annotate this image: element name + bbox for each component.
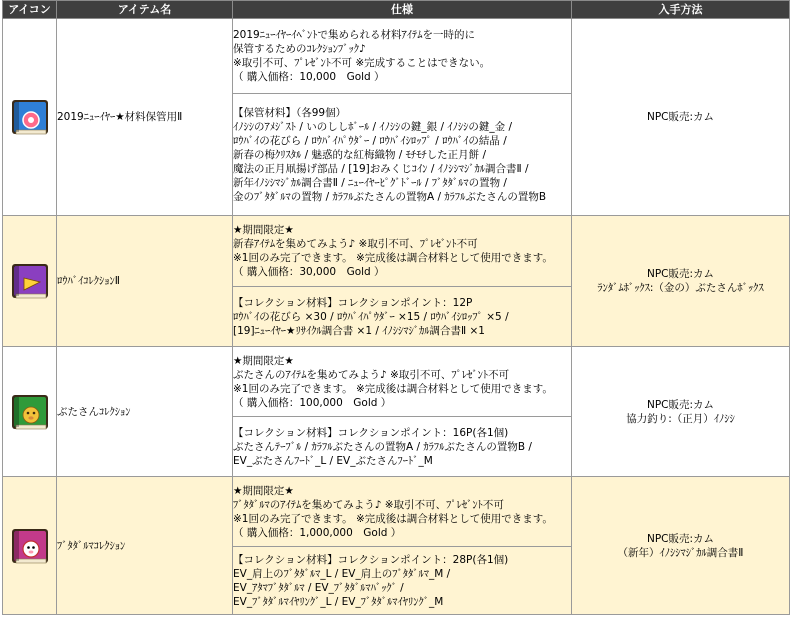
header-spec: 仕様 [233, 1, 572, 19]
table-row [3, 477, 790, 547]
book-pink-orb-icon [7, 94, 53, 140]
spec-line: （ 購入価格：100,000 Gold ） [233, 396, 392, 409]
header-row [3, 1, 790, 19]
spec-materials [233, 94, 572, 216]
spec-materials [233, 287, 572, 347]
spec-line: ※1回のみ完了できます。 ※完成後は調合材料として使用できます。 [233, 382, 553, 395]
spec-line: ★期間限定★ [233, 354, 294, 367]
spec-line: ﾌﾞﾀﾀﾞﾙﾏのｱｲﾃﾑを集めてみよう♪ ※取引不可、ﾌﾟﾚｾﾞﾝﾄ不可 [233, 498, 504, 511]
spec-line: （ 購入価格：10,000 Gold ） [233, 71, 385, 83]
method-line: （新年）ｲﾉｼｼﾏｼﾞｶﾙ調合書Ⅱ [617, 546, 744, 559]
method-line: NPC販売:カム [646, 111, 715, 123]
spec-materials [233, 547, 572, 615]
acquisition-method [572, 216, 790, 347]
material-line: [19]ﾆｭｰｲﾔｰ★ﾘｻｲｸﾙ調合書 ×1 / ｲﾉｼｼﾏｼﾞｶﾙ調合書Ⅱ ×1 [233, 324, 485, 337]
header-icon: アイコン [3, 1, 57, 19]
spec-line: 2019ﾆｭｰｲﾔｰｲﾍﾞﾝﾄで集められる材料ｱｲﾃﾑを一時的に [233, 29, 475, 41]
spec-line: ★期間限定★ [233, 484, 294, 497]
item-name: 2019ﾆｭｰｲﾔｰ★材料保管用Ⅱ [57, 19, 233, 216]
method-line: NPC販売:カム [646, 398, 715, 411]
book-purple-flag-icon [7, 258, 53, 304]
item-icon-cell [3, 347, 57, 477]
material-line: EV_ｱﾀﾏﾌﾞﾀﾀﾞﾙﾏ / EV_ﾌﾞﾀﾀﾞﾙﾏﾊﾞｯｸﾞ / [233, 581, 404, 594]
item-name: ぶたさんｺﾚｸｼｮﾝ [57, 347, 233, 477]
method-line: ﾗﾝﾀﾞﾑﾎﾞｯｸｽ:（金の）ぶたさんﾎﾞｯｸｽ [597, 282, 764, 294]
spec-line: 保管するためのｺﾚｸｼｮﾝﾌﾞｯｸ♪ [233, 43, 366, 55]
material-line: 【コレクション材料】コレクションポイント：28P(各1個) [233, 553, 509, 566]
method-line: 協力釣り:（正月）ｲﾉｼｼ [626, 412, 735, 425]
material-line: EV_ぶたさんﾌｰﾄﾞ_L / EV_ぶたさんﾌｰﾄﾞ_M [233, 454, 433, 467]
spec-description [233, 347, 572, 417]
table-row [3, 347, 790, 417]
spec-line: ぶたさんのｱｲﾃﾑを集めてみよう♪ ※取引不可、ﾌﾟﾚｾﾞﾝﾄ不可 [233, 368, 510, 381]
header-method: 入手方法 [572, 1, 790, 19]
material-line: 【コレクション材料】コレクションポイント：16P(各1個) [233, 426, 509, 439]
book-magenta-daruma-icon [7, 523, 53, 569]
material-line: 【コレクション材料】コレクションポイント：12P [233, 296, 473, 309]
item-table [2, 0, 790, 615]
item-name: ﾌﾞﾀﾀﾞﾙﾏｺﾚｸｼｮﾝ [57, 477, 233, 615]
material-line: 金のﾌﾞﾀﾀﾞﾙﾏの置物 / ｶﾗﾌﾙぶたさんの置物A / ｶﾗﾌﾙぶたさんの置物B [233, 190, 547, 203]
spec-description [233, 477, 572, 547]
material-line: 魔法の正月凧揚げ部品 / [19]おみくじｺｲﾝ / ｲﾉｼｼﾏｼﾞｶﾙ調合書Ⅱ / [233, 162, 529, 175]
acquisition-method [572, 477, 790, 615]
spec-description [233, 216, 572, 287]
item-icon-cell [3, 216, 57, 347]
material-line: 【保管材料】（各99個） [233, 106, 347, 119]
spec-line: （ 購入価格：30,000 Gold ） [233, 266, 385, 278]
table-row [3, 216, 790, 287]
item-icon-cell [3, 477, 57, 615]
material-line: EV_ﾌﾞﾀﾀﾞﾙﾏｲﾔﾘﾝｸﾞ_L / EV_ﾌﾞﾀﾀﾞﾙﾏｲﾔﾘﾝｸﾞ_M [233, 595, 444, 608]
acquisition-method [572, 19, 790, 216]
spec-description [233, 19, 572, 94]
spec-line: ★期間限定★ [233, 224, 294, 236]
spec-line: 新春ｱｲﾃﾑを集めてみよう♪ ※取引不可、ﾌﾟﾚｾﾞﾝﾄ不可 [233, 238, 478, 250]
book-green-face-icon [7, 389, 53, 435]
spec-line: （ 購入価格：1,000,000 Gold ） [233, 526, 402, 539]
material-line: 新春の梅ｸﾘｽﾀﾙ / 魅惑的な紅梅織物 / ﾓﾁﾓﾁした正月餅 / [233, 148, 487, 161]
material-line: ﾛｳﾊﾞｲの花びら ×30 / ﾛｳﾊﾞｲﾊﾟｳﾀﾞｰ ×15 / ﾛｳﾊﾞｲｼﾛｯﾌﾟ ×5 / [233, 310, 509, 323]
table-row [3, 19, 790, 94]
material-line: ぶたさんﾃｰﾌﾞﾙ / ｶﾗﾌﾙぶたさんの置物A / ｶﾗﾌﾙぶたさんの置物B / [233, 440, 532, 453]
item-icon-cell [3, 19, 57, 216]
item-name: ﾛｳﾊﾞｲｺﾚｸｼｮﾝⅡ [57, 216, 233, 347]
material-line: 新年ｲﾉｼｼﾏｼﾞｶﾙ調合書Ⅱ / ﾆｭｰｲﾔｰﾋﾟｸﾞﾄﾞｰﾙ / ﾌﾞﾀﾀﾞﾙﾏの置物 / [233, 176, 507, 189]
material-line: ﾛｳﾊﾞｲの花びら / ﾛｳﾊﾞｲﾊﾟｳﾀﾞｰ / ﾛｳﾊﾞｲｼﾛｯﾌﾟ / ﾛｳﾊﾞｲの結晶 / [233, 134, 507, 147]
spec-line: ※取引不可、ﾌﾟﾚｾﾞﾝﾄ不可 ※完成することはできない。 [233, 57, 491, 69]
acquisition-method [572, 347, 790, 477]
header-item-name: アイテム名 [57, 1, 233, 19]
method-line: NPC販売:カム [646, 532, 715, 545]
spec-line: ※1回のみ完了できます。 ※完成後は調合材料として使用できます。 [233, 252, 553, 264]
spec-materials [233, 417, 572, 477]
material-line: EV_肩上のﾌﾞﾀﾀﾞﾙﾏ_L / EV_肩上のﾌﾞﾀﾀﾞﾙﾏ_M / [233, 567, 451, 580]
method-line: NPC販売:カム [646, 268, 715, 280]
material-line: ｲﾉｼｼのｱﾒｼﾞｽﾄ / いのししﾎﾞｰﾙ / ｲﾉｼｼの鍵_銀 / ｲﾉｼｼの鍵_金 / [233, 120, 513, 133]
spec-line: ※1回のみ完了できます。 ※完成後は調合材料として使用できます。 [233, 512, 553, 525]
